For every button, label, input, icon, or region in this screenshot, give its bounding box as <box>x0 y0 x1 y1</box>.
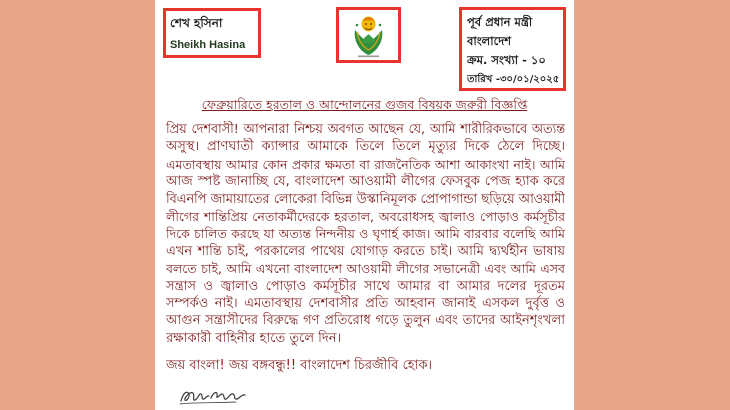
body-line: সন্ত্রাস ও জ্বালাও পোড়াও কর্মসূচীর সাথে আমার বা আমার দলের দূরতম <box>166 278 565 294</box>
handwritten-signature-icon <box>178 385 260 407</box>
body-line: আজ স্পষ্ট জানাচ্ছি যে, বাংলাদেশ আওয়ামী লীগের ফেসবুক পেজ হ্যাক করে <box>166 174 565 190</box>
notice-title: ফেব্রুয়ারিতে হরতাল ও আন্দোলনের গুজব বিষয়ক জরুরী বিজ্ঞপ্তি <box>201 97 528 112</box>
body-line: রক্ষাকারী বাহিনীর হাতে তুলে দিন। <box>166 330 342 346</box>
body-line: অসুস্থ। প্রাণঘাতী ক্যান্সার আমাকে তিলে তিলে মৃত্যুর দিকে ঠেলে দিচ্ছে। <box>166 139 565 155</box>
sender-name-english: Sheikh Hasina <box>170 39 246 51</box>
body-line: বলতে চাই, আমি এখনো বাংলাদেশ আওয়ামী লীগের সভানেত্রী এবং আমি এসব <box>166 261 565 277</box>
sender-name-box <box>163 8 261 58</box>
closing-slogan: জয় বাংলা! জয় বঙ্গবন্ধু!! বাংলাদেশ চিরজীবি হোক। <box>166 358 433 373</box>
body-line: প্রিয় দেশবাসী! আপনারা নিশ্চয় অবগত আছেন যে, আমি শারীরিকভাবে অত্যন্ত <box>166 122 565 137</box>
government-emblem-icon <box>341 12 396 58</box>
body-line: এখন শান্তি চাই, পরকালের পাথেয় যোগাড় করতে চাই। আমি দ্ব্যর্থহীন ভাষায় <box>166 243 565 259</box>
body-line: লীগের শান্তিপ্রিয় নেতাকর্মীদেরকে হরতাল, অবরোধসহ জ্বালাও পোড়াও কর্মসূচীর <box>166 208 565 224</box>
sender-name-bengali: শেখ হসিনা <box>170 16 223 30</box>
emblem-box <box>336 7 401 63</box>
body-line: এমতাবস্থায় আমার কোন প্রকার ক্ষমতা বা রাজনৈতিক আশা আকাংখা নাই। আমি <box>166 156 565 172</box>
body-line: দিকে চালিত করছে যা অত্যন্ত নিন্দনীয় ও ঘৃণার্হ কাজ। আমি বারবার বলেছি আমি <box>166 226 565 242</box>
body-line: সম্পর্কও নাই। এমতাবস্থায় দেশবাসীর প্রতি আহবান জানাই এসকল দুর্বৃত্ত ও <box>166 295 565 311</box>
country-text: বাংলাদেশ <box>467 34 512 48</box>
designation-text: পূর্ব প্রধান মন্ত্রী <box>467 15 533 29</box>
date-text: তারিখ -৩০/০১/২০২৫ <box>467 74 559 85</box>
notice-body <box>166 121 565 347</box>
serial-number-text: ক্রম. সংখ্যা - ১০ <box>467 53 546 67</box>
body-line: বিএনপি জামায়াতের লোকেরা বিভিন্ন উস্কানিমূলক প্রোপাগান্ডা ছড়িয়ে আওয়ামী <box>166 191 565 207</box>
body-line: আগুন সন্ত্রাসীদের বিরুদ্ধে গণ প্রতিরোধ গড়ে তুলুন এবং তাদের আইনশৃংখলা <box>166 313 565 329</box>
reference-box <box>459 7 566 91</box>
